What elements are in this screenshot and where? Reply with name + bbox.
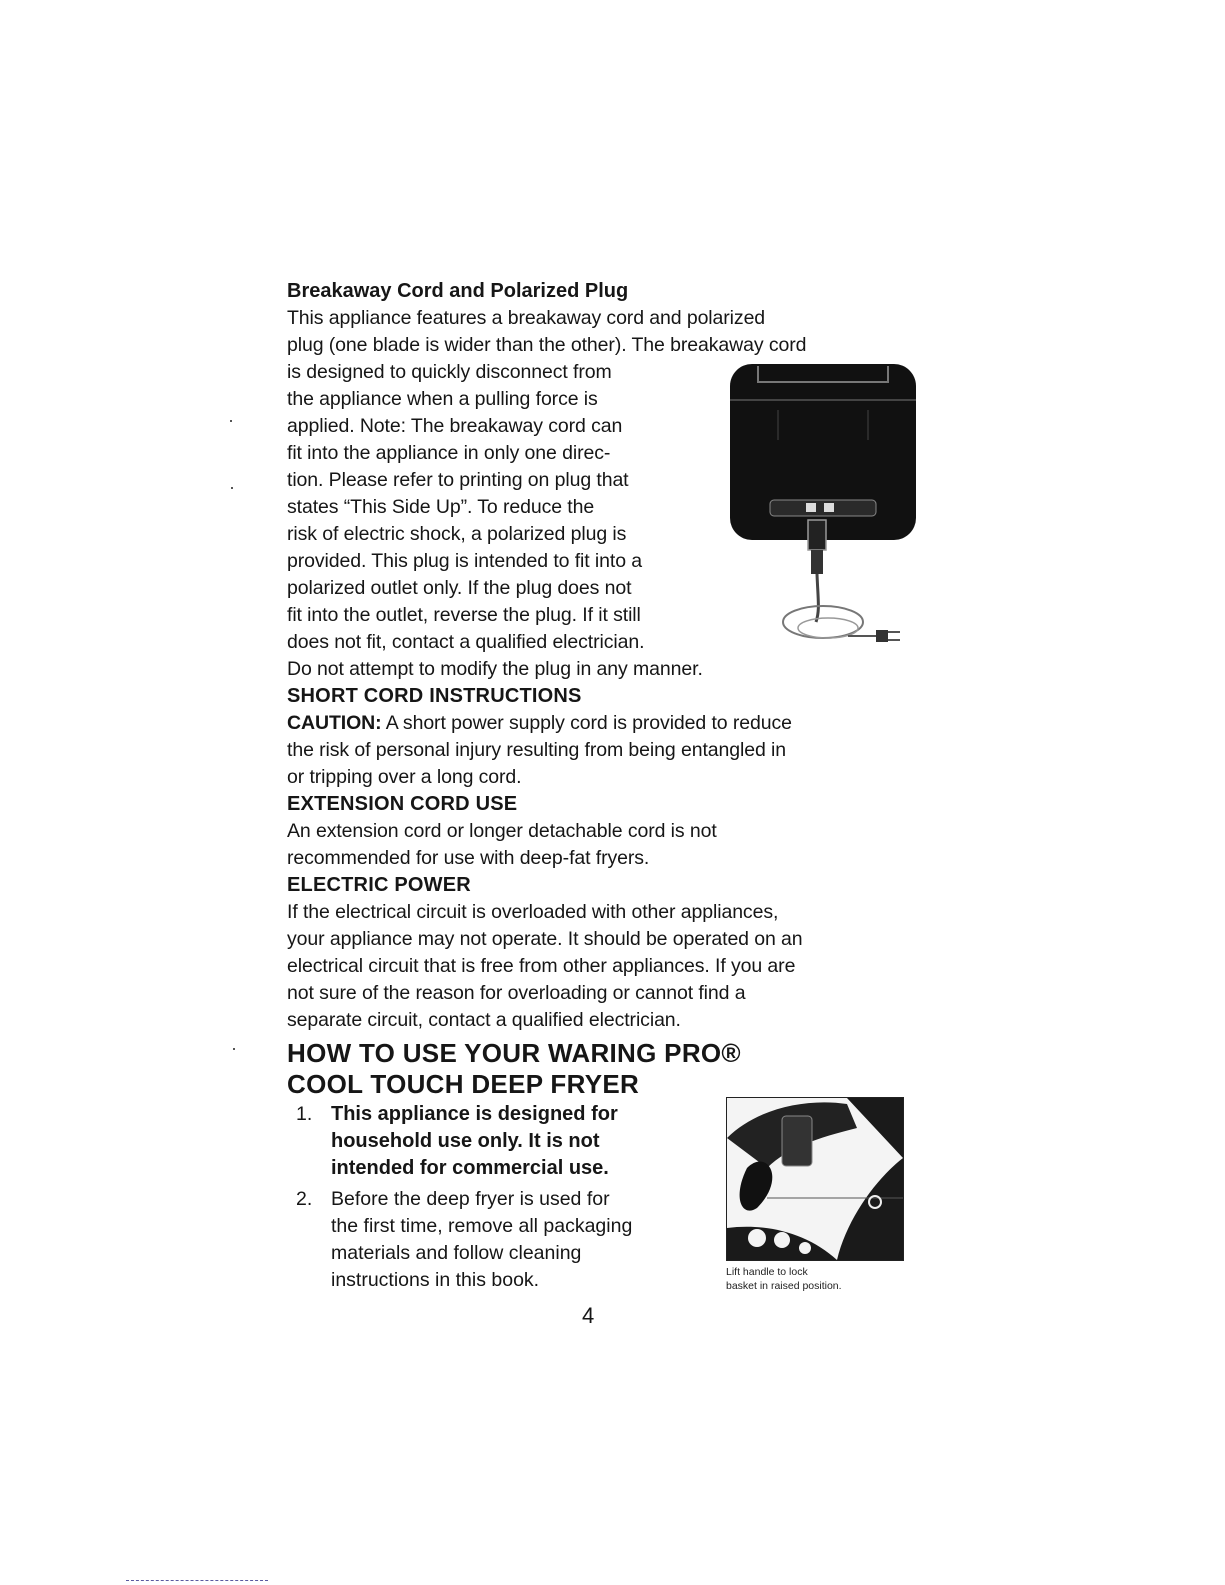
list-item: [296, 1186, 706, 1294]
body-line: separate circuit, contact a qualified electrician.: [287, 1009, 681, 1031]
caption-line: basket in raised position.: [726, 1280, 842, 1292]
scan-speck: [233, 1048, 235, 1050]
body-line: If the electrical circuit is overloaded with other appliances,: [287, 901, 779, 923]
body-line: not sure of the reason for overloading or cannot find a: [287, 982, 746, 1004]
electric-power-heading: ELECTRIC POWER: [287, 874, 471, 896]
step-line: household use only. It is not: [331, 1130, 600, 1152]
body-line: plug (one blade is wider than the other). The breakaway cord: [287, 334, 807, 356]
step-line: instructions in this book.: [331, 1269, 540, 1291]
body-line: polarized outlet only. If the plug does not: [287, 577, 632, 599]
caption-line: Lift handle to lock: [726, 1266, 808, 1278]
body-line: applied. Note: The breakaway cord can: [287, 415, 623, 437]
body-line: risk of electric shock, a polarized plug is: [287, 523, 627, 545]
basket-handle-photo: [726, 1097, 904, 1261]
body-line: fit into the outlet, reverse the plug. If it still: [287, 604, 641, 626]
body-line: electrical circuit that is free from other appliances. If you are: [287, 955, 796, 977]
scan-speck: [230, 420, 232, 422]
how-to-steps-list: [296, 1101, 706, 1298]
body-line: does not fit, contact a qualified electrician.: [287, 631, 645, 653]
step-line: intended for commercial use.: [331, 1157, 609, 1179]
body-line: the risk of personal injury resulting from being entangled in: [287, 739, 787, 761]
body-line: A short power supply cord is provided to reduce: [381, 712, 792, 734]
body-line: is designed to quickly disconnect from: [287, 361, 612, 383]
caution-label: CAUTION:: [287, 712, 382, 734]
body-line: Do not attempt to modify the plug in any manner.: [287, 658, 703, 680]
extension-cord-heading: EXTENSION CORD USE: [287, 793, 518, 815]
breakaway-cord-heading: Breakaway Cord and Polarized Plug: [287, 280, 629, 302]
step-line: materials and follow cleaning: [331, 1242, 582, 1264]
body-line: fit into the appliance in only one direc-: [287, 442, 611, 464]
body-line: states “This Side Up”. To reduce the: [287, 496, 595, 518]
body-line: provided. This plug is intended to fit into a: [287, 550, 643, 572]
list-item: [296, 1101, 706, 1182]
step-line: This appliance is designed for: [331, 1103, 618, 1125]
body-line: your appliance may not operate. It should be operated on an: [287, 928, 803, 950]
fryer-with-breakaway-cord-illustration: [728, 360, 918, 660]
body-line: or tripping over a long cord.: [287, 766, 522, 788]
body-line: recommended for use with deep-fat fryers.: [287, 847, 650, 869]
step-line: the first time, remove all packaging: [331, 1215, 633, 1237]
caution-line: [287, 710, 927, 737]
page-number: 4: [582, 1303, 595, 1328]
basket-handle-photo-graphic: [727, 1098, 903, 1260]
wrapped-text-block: [287, 359, 707, 656]
footer-rule: [126, 1580, 268, 1581]
how-to-title-line1: HOW TO USE YOUR WARING PRO®: [287, 1038, 741, 1068]
how-to-title-line2: COOL TOUCH DEEP FRYER: [287, 1069, 640, 1099]
step-number: 1.: [296, 1103, 313, 1125]
photo-caption: [726, 1265, 926, 1293]
body-line: the appliance when a pulling force is: [287, 388, 598, 410]
short-cord-heading: SHORT CORD INSTRUCTIONS: [287, 685, 582, 707]
body-line: An extension cord or longer detachable cord is not: [287, 820, 717, 842]
step-line: Before the deep fryer is used for: [331, 1188, 610, 1210]
step-number: 2.: [296, 1188, 313, 1210]
body-line: This appliance features a breakaway cord and polarized: [287, 307, 766, 329]
body-line: tion. Please refer to printing on plug that: [287, 469, 629, 491]
scan-speck: [231, 487, 233, 489]
